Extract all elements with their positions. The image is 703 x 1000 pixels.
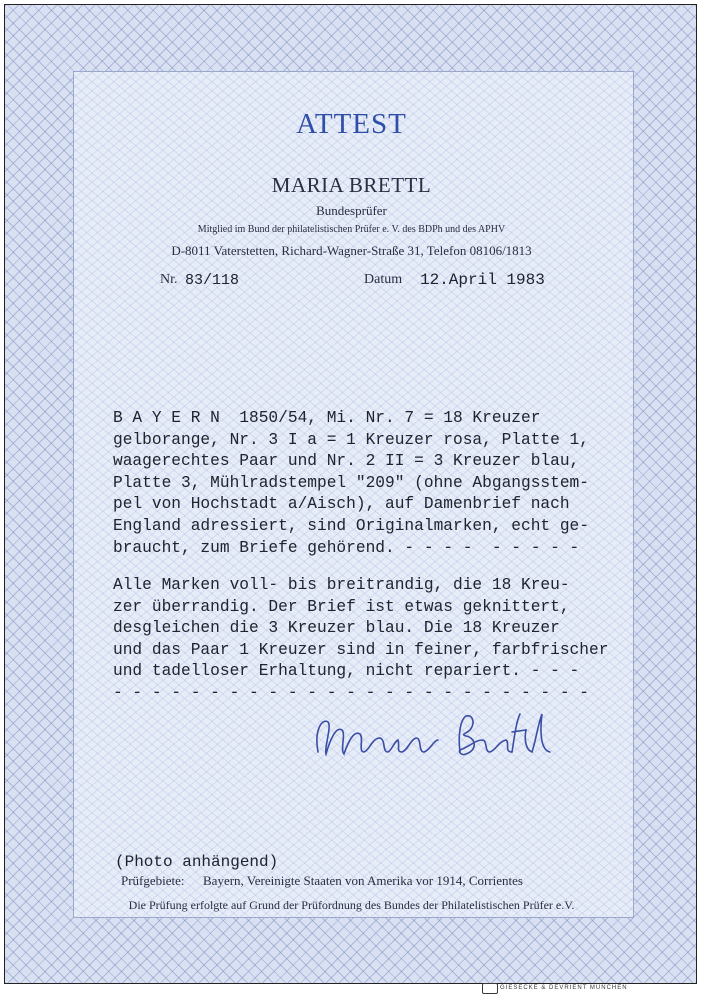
address-line: D-8011 Vaterstetten, Richard-Wagner-Straße 31, Telefon 08106/1813: [171, 243, 532, 258]
reference-number-label: Nr.: [160, 272, 178, 287]
reference-number-value: 83/118: [185, 272, 240, 289]
text-line: desgleichen die 3 Kreuzer blau. Die 18 Kreuzer: [113, 619, 560, 638]
text-line: und tadelloser Erhaltung, nicht repariert. - - -: [113, 662, 580, 681]
printer-logo-icon: [482, 983, 498, 994]
text-line: England adressiert, sind Originalmarken, echt ge-: [113, 516, 589, 535]
signature: [300, 700, 560, 770]
text-line: braucht, zum Briefe gehörend. - - - - - - - - -: [113, 538, 580, 557]
printer-imprint: GIESECKE & DEVRIENT MÜNCHEN: [500, 985, 628, 991]
examination-areas-label: Prüfgebiete:: [121, 873, 185, 888]
text-line: - - - - - - - - - - - - - - - - - - - - - - - - -: [113, 683, 589, 702]
text-line: zer überrandig. Der Brief ist etwas geknittert,: [113, 597, 570, 616]
date-label: Datum: [364, 272, 403, 287]
membership-line: Mitglied im Bund der philatelistischen Prüfer e. V. des BDPh und des APHV: [197, 224, 506, 235]
examination-areas-value: Bayern, Vereinigte Staaten von Amerika vor 1914, Corrientes: [203, 873, 523, 888]
date-value: 12.April 1983: [420, 271, 545, 289]
text-line: und das Paar 1 Kreuzer sind in feiner, farbfrischer: [113, 640, 609, 659]
text-line: gelborange, Nr. 3 I a = 1 Kreuzer rosa, Platte 1,: [113, 430, 589, 449]
text-line: waagerechtes Paar und Nr. 2 II = 3 Kreuzer blau,: [113, 452, 580, 471]
examiner-role: Bundesprüfer: [316, 203, 387, 218]
text-line: B A Y E R N 1850/54, Mi. Nr. 7 = 18 Kreuzer: [113, 409, 541, 427]
photo-note: (Photo anhängend): [115, 853, 279, 871]
text-line: pel von Hochstadt a/Aisch), auf Damenbrief nach: [113, 495, 570, 514]
description-paragraph: [113, 408, 633, 559]
examination-basis: Die Prüfung erfolgte auf Grund der Prüfordnung des Bundes der Philatelistischen Prüfer e.V.: [128, 898, 575, 912]
certificate-title: ATTEST: [296, 108, 407, 140]
condition-paragraph: [113, 575, 633, 705]
text-line: Alle Marken voll- bis breitrandig, die 18 Kreu-: [113, 576, 570, 594]
examiner-name: MARIA BRETTL: [271, 173, 432, 197]
text-line: Platte 3, Mühlradstempel "209" (ohne Abgangsstem-: [113, 473, 589, 492]
